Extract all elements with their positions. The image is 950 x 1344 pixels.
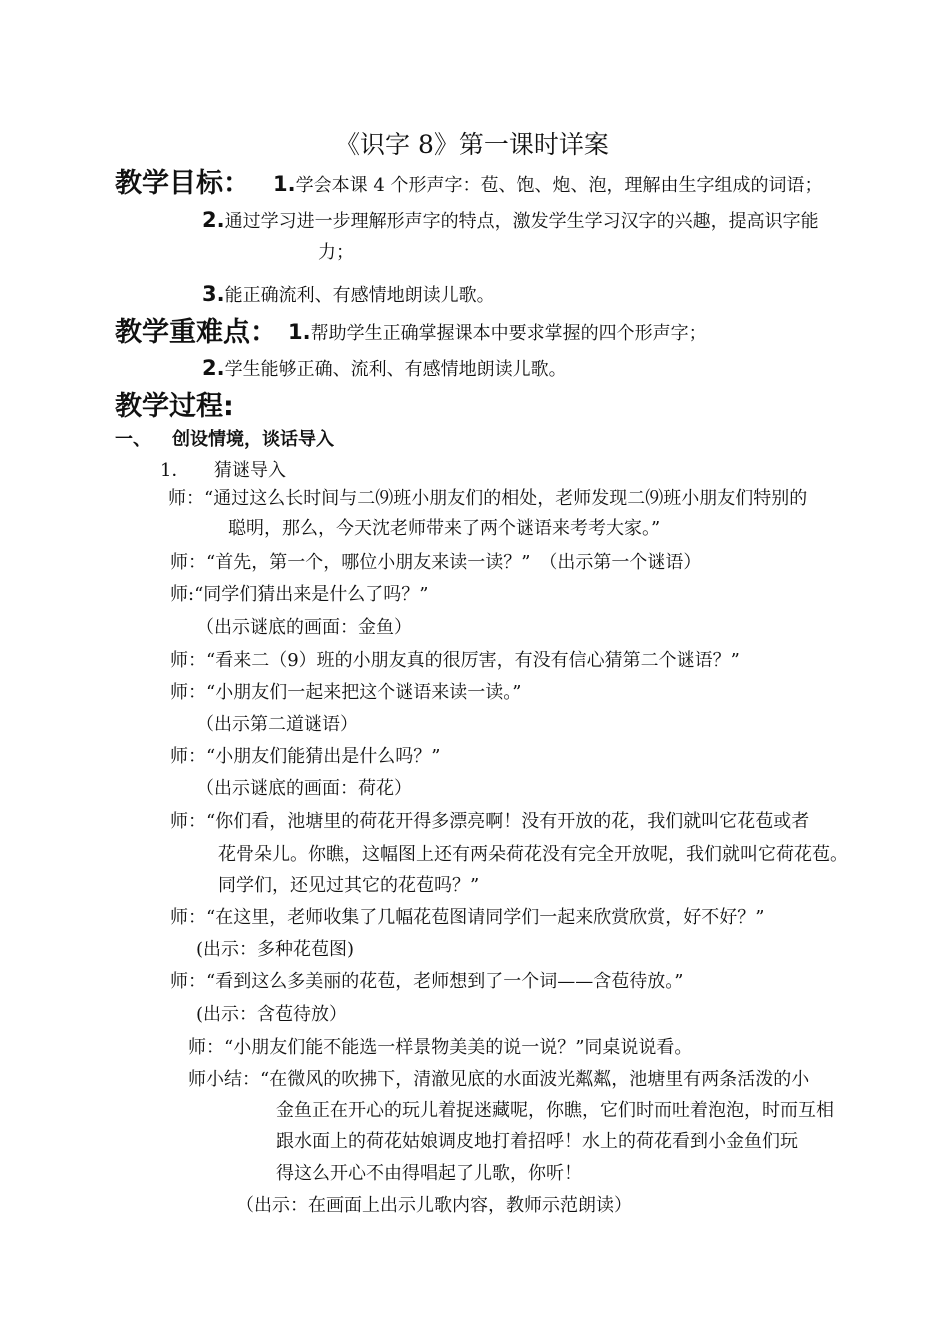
- stage-direction: （出示：在画面上出示儿歌内容，教师示范朗读）: [236, 1195, 632, 1216]
- dialogue-line: 师：“看来二（9）班的小朋友真的很厉害，有没有信心猜第二个谜语？”: [170, 650, 740, 671]
- dialogue-line: 师:“同学们猜出来是什么了吗？”: [170, 584, 429, 605]
- dialogue-line: 师：“你们看，池塘里的荷花开得多漂亮啊！没有开放的花，我们就叫它花苞或者: [170, 811, 810, 832]
- subsection-number: 1．: [160, 460, 190, 481]
- objective-item-3: [202, 282, 495, 308]
- key-point-number: 2.: [202, 356, 225, 380]
- stage-direction: (出示：多种花苞图): [196, 939, 355, 960]
- key-point-text: 帮助学生正确掌握课本中要求掌握的四个形声字；: [310, 323, 707, 344]
- dialogue-line: 师：“看到这么多美丽的花苞，老师想到了一个词——含苞待放。”: [170, 971, 684, 992]
- dialogue-line: 师小结：“在微风的吹拂下，清澈见底的水面波光粼粼，池塘里有两条活泼的小: [188, 1069, 810, 1090]
- objective-item-2-continued: 力；: [318, 242, 354, 263]
- objective-text: 能正确流利、有感情地朗读儿歌。: [224, 285, 495, 306]
- objective-item-1: [273, 172, 823, 198]
- dialogue-line: 金鱼正在开心的玩儿着捉迷藏呢，你瞧，它们时而吐着泡泡，时而互相: [276, 1100, 834, 1121]
- dialogue-line: 同学们，还见过其它的花苞吗？”: [218, 875, 480, 896]
- objective-item-2: [202, 208, 819, 234]
- stage-direction: （出示谜底的画面：金鱼）: [196, 617, 412, 638]
- process-heading: 教学过程:: [115, 391, 234, 422]
- key-points-heading: 教学重难点：: [115, 317, 277, 348]
- dialogue-line: 跟水面上的荷花姑娘调皮地打着招呼！水上的荷花看到小金鱼们玩: [276, 1131, 798, 1152]
- objective-text: 学会本课 4 个形声字：苞、饱、炮、泡，理解由生字组成的词语；: [295, 175, 823, 196]
- objective-number: 3.: [202, 282, 225, 306]
- dialogue-line: 花骨朵儿。你瞧，这幅图上还有两朵荷花没有完全开放呢，我们就叫它荷花苞。: [218, 844, 848, 865]
- objectives-heading: 教学目标：: [115, 168, 250, 199]
- stage-direction: （出示谜底的画面：荷花）: [196, 778, 412, 799]
- dialogue-line: 师：“小朋友们能不能选一样景物美美的说一说？”同桌说说看。: [188, 1037, 693, 1058]
- stage-direction: (出示：含苞待放）: [196, 1004, 348, 1025]
- objective-text: 通过学习进一步理解形声字的特点，激发学生学习汉字的兴趣，提高识字能: [224, 211, 819, 232]
- stage-direction: （出示第二道谜语）: [196, 714, 358, 735]
- objective-number: 2.: [202, 208, 225, 232]
- dialogue-line: 师：“在这里，老师收集了几幅花苞图请同学们一起来欣赏欣赏，好不好？”: [170, 907, 765, 928]
- dialogue-line: 得这么开心不由得唱起了儿歌，你听！: [276, 1163, 582, 1184]
- objective-number: 1.: [273, 172, 296, 196]
- dialogue-line: 师：“通过这么长时间与二⑼班小朋友们的相处，老师发现二⑼班小朋友们特别的: [168, 488, 808, 509]
- section-number: 一、: [115, 429, 151, 450]
- subsection-title: 猜谜导入: [214, 460, 286, 481]
- dialogue-line: 师：“小朋友们能猜出是什么吗？”: [170, 746, 441, 767]
- section-title: 创设情境，谈话导入: [172, 429, 334, 450]
- dialogue-line: 师：“首先，第一个，哪位小朋友来读一读？” （出示第一个谜语）: [170, 552, 702, 573]
- key-point-text: 学生能够正确、流利、有感情地朗读儿歌。: [224, 359, 567, 380]
- dialogue-line: 聪明，那么，今天沈老师带来了两个谜语来考考大家。”: [228, 518, 661, 539]
- key-point-item-1: [288, 320, 707, 346]
- dialogue-line: 师：“小朋友们一起来把这个谜语来读一读。”: [170, 682, 522, 703]
- key-point-item-2: [202, 356, 567, 382]
- page-title: 《识字 8》第一课时详案: [335, 130, 609, 159]
- key-point-number: 1.: [288, 320, 311, 344]
